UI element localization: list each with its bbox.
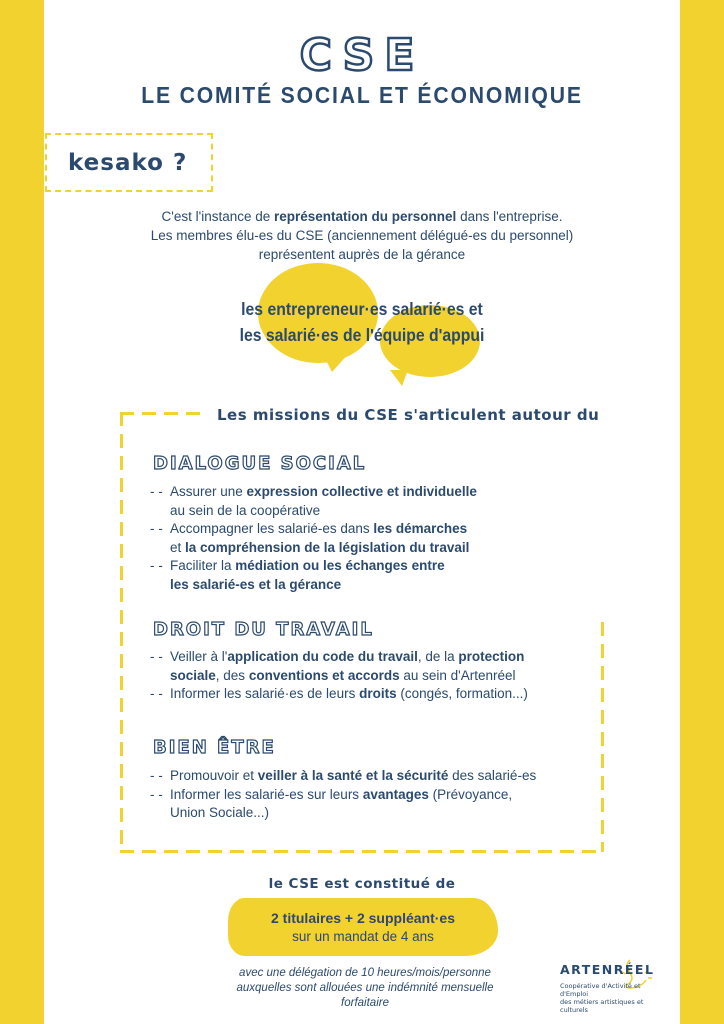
missions-frame-top bbox=[120, 412, 206, 415]
artenreel-logo bbox=[560, 958, 660, 1014]
mission-item bbox=[150, 786, 536, 823]
text: Promouvoir et bbox=[170, 768, 258, 783]
constitution-highlight-shape bbox=[228, 898, 498, 956]
mission-item-line bbox=[170, 520, 477, 539]
section-list-bien-etre bbox=[150, 767, 536, 823]
section-title-droit-du-travail: DROIT DU TRAVAIL bbox=[153, 619, 374, 640]
mission-item-continuation bbox=[170, 804, 536, 823]
text: au sein d'Artenréel bbox=[399, 667, 516, 683]
logo-name: ARTENRÉEL bbox=[560, 962, 655, 977]
list-dash-marker: - - bbox=[150, 686, 163, 701]
bold-text: les salarié-es et la gérance bbox=[170, 576, 342, 592]
highlight-text bbox=[171, 296, 553, 348]
section-list-dialogue-social bbox=[150, 483, 477, 594]
section-title-bien-etre: BIEN ÊTRE bbox=[153, 737, 276, 758]
kesako-label: kesako ? bbox=[68, 150, 188, 176]
mission-item bbox=[150, 648, 528, 685]
mission-item bbox=[150, 685, 528, 704]
logo-tagline-1: Coopérative d'Activité et d'Emploi bbox=[560, 982, 641, 998]
left-yellow-border bbox=[0, 0, 44, 1024]
intro-text bbox=[120, 207, 604, 264]
missions-frame-left bbox=[120, 412, 123, 852]
highlight-line-1: les entrepreneur·es salarié·es et bbox=[241, 299, 483, 319]
text: (Prévoyance, bbox=[428, 786, 513, 802]
bold-text: application du code du travail bbox=[227, 649, 418, 664]
intro-line-3: représentent auprès de la gérance bbox=[258, 247, 466, 262]
constitution-members: 2 titulaires + 2 suppléant·es bbox=[270, 910, 455, 926]
bold-text: expression collective et individuelle bbox=[246, 484, 477, 499]
delegation-line-2: auxquelles sont allouées une indémnité mensuelle forfaitaire bbox=[236, 982, 494, 1009]
mission-item-line bbox=[170, 648, 528, 667]
page-title: CSE bbox=[299, 30, 425, 81]
text: Union Sociale...) bbox=[170, 805, 270, 820]
delegation-note bbox=[215, 966, 515, 1011]
text: , des bbox=[215, 667, 249, 683]
mission-item-line bbox=[170, 786, 536, 805]
right-yellow-border bbox=[680, 0, 724, 1024]
bold-text: conventions et accords bbox=[248, 667, 400, 683]
section-list-droit-du-travail bbox=[150, 648, 528, 704]
text: (congés, formation...) bbox=[396, 686, 528, 701]
text: et bbox=[170, 539, 186, 555]
text: des salarié-es bbox=[448, 768, 537, 783]
bold-text: sociale bbox=[170, 667, 216, 683]
mission-item bbox=[150, 483, 477, 520]
list-dash-marker: - - bbox=[150, 484, 163, 499]
intro-line-2: Les membres élu-es du CSE (anciennement délégué-es du personnel) bbox=[150, 228, 574, 243]
intro-line-1: C'est l'instance de représentation du personnel dans l'entreprise. bbox=[161, 209, 563, 224]
mission-item bbox=[150, 557, 477, 594]
mission-item-line bbox=[170, 483, 477, 502]
page-subtitle: LE COMITÉ SOCIAL ET ÉCONOMIQUE bbox=[141, 82, 583, 108]
delegation-line-1: avec une délégation de 10 heures/mois/personne bbox=[239, 967, 491, 979]
constitution-mandate: sur un mandat de 4 ans bbox=[292, 929, 434, 944]
text: Accompagner les salarié-es dans bbox=[170, 521, 374, 536]
text: au sein de la coopérative bbox=[170, 502, 321, 518]
list-dash-marker: - - bbox=[150, 521, 163, 536]
mission-item-line bbox=[170, 685, 528, 704]
text: Informer les salarié·es de leurs bbox=[170, 686, 360, 701]
bold-text: droits bbox=[359, 686, 397, 701]
text: Faciliter la bbox=[170, 558, 236, 573]
mission-item-continuation bbox=[170, 667, 528, 686]
section-title-dialogue-social: DIALOGUE SOCIAL bbox=[153, 453, 367, 474]
mission-item bbox=[150, 520, 477, 557]
list-dash-marker: - - bbox=[150, 786, 163, 802]
text: Assurer une bbox=[170, 484, 247, 499]
list-dash-marker: - - bbox=[150, 649, 163, 664]
text: Informer les salarié-es sur leurs bbox=[170, 786, 363, 802]
bold-text: les démarches bbox=[373, 521, 468, 536]
bold-text: avantages bbox=[362, 786, 429, 802]
missions-heading: Les missions du CSE s'articulent autour du bbox=[217, 406, 600, 424]
text: Veiller à l' bbox=[170, 649, 228, 664]
bold-text: médiation ou les échanges entre bbox=[235, 558, 445, 573]
bold-text: veiller à la santé et la sécurité bbox=[257, 768, 449, 783]
missions-frame-right bbox=[601, 622, 604, 852]
logo-tagline-2: des métiers artistiques et culturels bbox=[560, 998, 644, 1014]
speech-bubble-tail bbox=[390, 370, 408, 386]
speech-bubble-tail bbox=[322, 352, 350, 372]
mission-item-line bbox=[170, 767, 536, 786]
list-dash-marker: - - bbox=[150, 558, 163, 573]
constitution-heading: le CSE est constitué de bbox=[268, 876, 456, 892]
mission-item-continuation bbox=[170, 539, 477, 558]
mission-item-continuation bbox=[170, 502, 477, 521]
bold-text: la compréhension de la législation du travail bbox=[185, 539, 470, 555]
logo-tagline bbox=[560, 982, 670, 1014]
bold-text: protection bbox=[458, 649, 525, 664]
text: , de la bbox=[417, 649, 459, 664]
mission-item-continuation bbox=[170, 576, 477, 595]
mission-item bbox=[150, 767, 536, 786]
highlight-line-2: les salarié·es de l'équipe d'appui bbox=[239, 325, 485, 345]
list-dash-marker: - - bbox=[150, 768, 163, 783]
mission-item-line bbox=[170, 557, 477, 576]
missions-frame-bottom bbox=[120, 850, 604, 853]
